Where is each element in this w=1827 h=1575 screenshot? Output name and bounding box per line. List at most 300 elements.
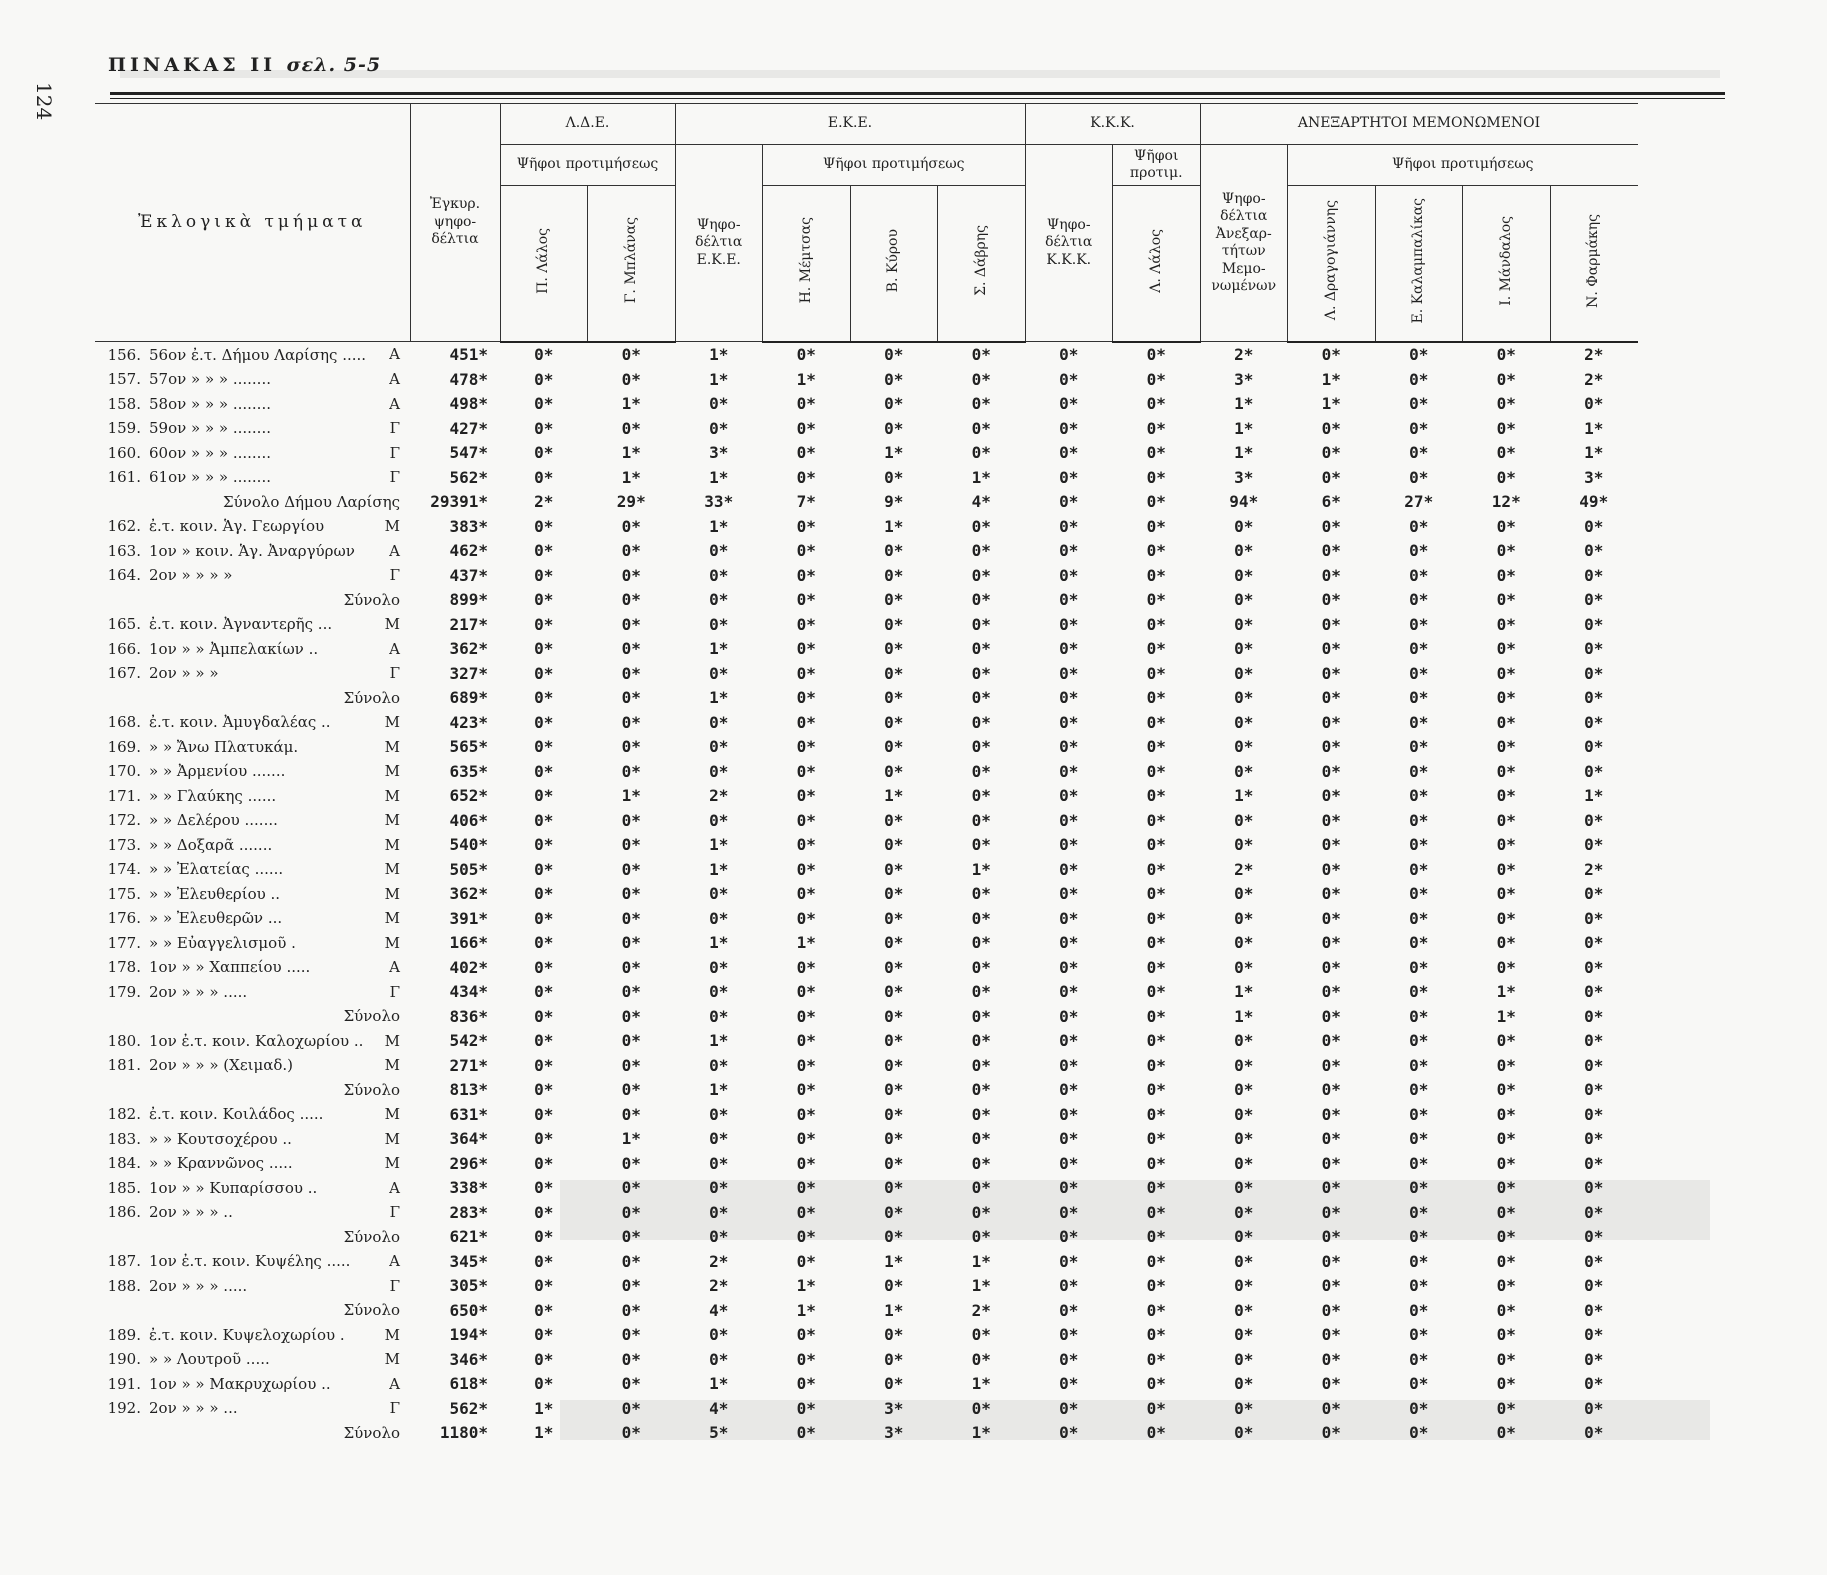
vote-cell: 0*: [621, 1325, 641, 1345]
valid-ballots-cell: 346*: [449, 1349, 488, 1369]
vote-cell: 0*: [796, 810, 816, 830]
vote-cell: 0*: [971, 1202, 991, 1222]
vote-cell: 0*: [1146, 1276, 1166, 1296]
vote-cell: 0*: [621, 1178, 641, 1198]
vote-cell: 0*: [796, 908, 816, 928]
valid-ballots-cell: 362*: [449, 639, 488, 659]
vote-cell: 0*: [884, 957, 904, 977]
vote-cell: 0*: [1234, 565, 1254, 585]
vote-cell: 0*: [1234, 1374, 1254, 1394]
vote-cell: 0*: [1584, 908, 1604, 928]
valid-ballots-cell: 689*: [449, 688, 488, 708]
vote-cell: 0*: [621, 712, 641, 732]
vote-cell: 49*: [1579, 492, 1609, 512]
section-number: 189.: [107, 1325, 141, 1344]
vote-cell: 0*: [971, 786, 991, 806]
vote-cell: 2*: [1234, 345, 1254, 364]
vote-cell: 0*: [884, 1276, 904, 1296]
vote-cell: 0*: [884, 541, 904, 561]
vote-cell: 1*: [796, 933, 816, 953]
vote-cell: 0*: [621, 1031, 641, 1051]
vote-cell: 0*: [534, 1104, 554, 1124]
valid-ballots-cell: 217*: [449, 614, 488, 634]
section-type: Γ: [389, 1276, 400, 1295]
vote-cell: 0*: [884, 810, 904, 830]
vote-cell: 0*: [1496, 541, 1516, 561]
vote-cell: 1*: [1234, 1006, 1254, 1026]
vote-cell: 0*: [534, 467, 554, 487]
vote-cell: 0*: [621, 1104, 641, 1124]
section-type: Α: [389, 639, 400, 658]
vote-cell: 0*: [1234, 1031, 1254, 1051]
table-row-subtotal: [95, 686, 1725, 711]
vote-cell: 0*: [534, 957, 554, 977]
vote-cell: 2*: [1584, 859, 1604, 879]
vote-cell: 0*: [1234, 1202, 1254, 1222]
vote-cell: 29*: [616, 492, 646, 512]
vote-cell: 0*: [534, 614, 554, 634]
vote-cell: 0*: [1146, 418, 1166, 438]
valid-ballots-cell: 505*: [449, 859, 488, 879]
vote-cell: 0*: [1496, 1202, 1516, 1222]
vote-cell: 0*: [1409, 1031, 1429, 1051]
vote-cell: 0*: [884, 1129, 904, 1149]
vote-cell: 0*: [1584, 516, 1604, 536]
vote-cell: 0*: [621, 1202, 641, 1222]
vote-cell: 0*: [1321, 1006, 1341, 1026]
vote-cell: 0*: [534, 516, 554, 536]
valid-ballots-cell: 635*: [449, 761, 488, 781]
table-row: [95, 857, 1725, 882]
vote-cell: 1*: [709, 516, 729, 536]
vote-cell: 0*: [534, 443, 554, 463]
eke-ballots-header: Ψηφο- δέλτια Ε.Κ.Ε.: [675, 145, 763, 342]
table-row: [95, 1274, 1725, 1299]
vote-cell: 0*: [884, 1153, 904, 1173]
vote-cell: 0*: [971, 1153, 991, 1173]
vote-cell: 1*: [1234, 418, 1254, 438]
vote-cell: 0*: [796, 712, 816, 732]
vote-cell: 0*: [796, 1251, 816, 1271]
section-label: [95, 1053, 410, 1078]
section-name: 57ον » » » ........: [149, 370, 271, 389]
vote-cell: 0*: [621, 418, 641, 438]
valid-ballots-cell: 562*: [449, 1398, 488, 1418]
vote-cell: 0*: [534, 369, 554, 389]
vote-cell: 0*: [1496, 565, 1516, 585]
table-row: [95, 612, 1725, 637]
section-number: 178.: [107, 958, 141, 977]
vote-cell: 0*: [1321, 1031, 1341, 1051]
vote-cell: 0*: [1059, 1349, 1079, 1369]
vote-cell: 0*: [1059, 1055, 1079, 1075]
section-name: 61ον » » » ........: [149, 468, 271, 487]
section-label: [95, 441, 410, 466]
vote-cell: 0*: [1321, 541, 1341, 561]
vote-cell: 1*: [709, 369, 729, 389]
section-number: 158.: [107, 394, 141, 413]
section-type: Μ: [384, 713, 400, 731]
section-label: [95, 612, 410, 637]
section-label: [95, 637, 410, 662]
vote-cell: 1*: [1321, 369, 1341, 389]
vote-cell: 0*: [796, 1227, 816, 1247]
vote-cell: 0*: [1321, 590, 1341, 610]
vote-cell: 0*: [1059, 516, 1079, 536]
vote-cell: 0*: [1146, 663, 1166, 683]
vote-cell: 0*: [1146, 1325, 1166, 1345]
vote-cell: 0*: [1146, 712, 1166, 732]
kkk-ballots-header: Ψηφο- δέλτια Κ.Κ.Κ.: [1025, 145, 1113, 342]
vote-cell: 2*: [1234, 859, 1254, 879]
vote-cell: 0*: [534, 884, 554, 904]
vote-cell: 0*: [534, 737, 554, 757]
table-row: [95, 1176, 1725, 1201]
vote-cell: 0*: [1321, 345, 1341, 365]
vote-cell: 1*: [709, 345, 729, 364]
valid-ballots-cell: 166*: [449, 933, 488, 953]
section-type: Μ: [384, 517, 400, 535]
section-type: Γ: [389, 566, 400, 584]
section-label: [95, 980, 410, 1005]
vote-cell: 0*: [709, 590, 729, 610]
vote-cell: 0*: [1321, 663, 1341, 683]
vote-cell: 0*: [1409, 933, 1429, 953]
vote-cell: 0*: [796, 737, 816, 757]
vote-cell: 0*: [1146, 1398, 1166, 1418]
section-type: Γ: [389, 1399, 400, 1417]
vote-cell: 0*: [1321, 884, 1341, 904]
vote-cell: 3*: [1234, 369, 1254, 389]
vote-cell: 0*: [1496, 810, 1516, 830]
vote-cell: 0*: [1409, 761, 1429, 781]
vote-cell: 0*: [1321, 737, 1341, 757]
vote-cell: 0*: [884, 1374, 904, 1394]
section-label: [95, 1029, 410, 1054]
table-row: [95, 1029, 1725, 1054]
subtotal-label: Σύνολο: [343, 1080, 400, 1099]
vote-cell: 2*: [971, 1300, 991, 1320]
vote-cell: 0*: [1146, 394, 1166, 414]
vote-cell: 0*: [1059, 541, 1079, 561]
vote-cell: 0*: [796, 541, 816, 561]
section-label: [95, 882, 410, 907]
vote-cell: 1*: [796, 369, 816, 389]
vote-cell: 0*: [1146, 761, 1166, 781]
vote-cell: 0*: [534, 541, 554, 561]
vote-cell: 0*: [1059, 639, 1079, 659]
vote-cell: 0*: [709, 1178, 729, 1198]
section-number: 182.: [107, 1105, 141, 1124]
vote-cell: 0*: [621, 1153, 641, 1173]
vote-cell: 0*: [621, 345, 641, 365]
vote-cell: 0*: [884, 835, 904, 855]
vote-cell: 0*: [1584, 394, 1604, 414]
table-row: [95, 416, 1725, 441]
section-number: 173.: [107, 835, 141, 854]
vote-cell: 2*: [709, 1251, 729, 1271]
cand-lde-2: Γ. Μπλάνας: [588, 186, 676, 342]
vote-cell: 0*: [884, 369, 904, 389]
vote-cell: 0*: [971, 418, 991, 438]
vote-cell: 0*: [1409, 639, 1429, 659]
vote-cell: 0*: [621, 516, 641, 536]
valid-ballots-cell: 391*: [449, 908, 488, 928]
section-number: 177.: [107, 933, 141, 952]
vote-cell: 0*: [971, 639, 991, 659]
section-type: Γ: [389, 1203, 400, 1221]
vote-cell: 0*: [1409, 369, 1429, 389]
table-row: [95, 1249, 1725, 1274]
vote-cell: 0*: [1146, 1251, 1166, 1271]
vote-cell: 0*: [796, 1325, 816, 1345]
vote-cell: 0*: [1409, 1398, 1429, 1418]
section-type: Γ: [389, 419, 400, 437]
section-type: Α: [389, 541, 400, 560]
vote-cell: 0*: [1496, 737, 1516, 757]
vote-cell: 1*: [971, 1251, 991, 1271]
vote-cell: 0*: [796, 614, 816, 634]
table-row: [95, 563, 1725, 588]
vote-cell: 0*: [796, 835, 816, 855]
vote-cell: 0*: [796, 1129, 816, 1149]
section-label: [95, 1421, 410, 1446]
vote-cell: 0*: [621, 1398, 641, 1418]
section-label: [95, 1347, 410, 1372]
vote-cell: 0*: [534, 810, 554, 830]
vote-cell: 0*: [971, 1129, 991, 1149]
valid-ballots-cell: 478*: [449, 369, 488, 389]
vote-cell: 0*: [621, 810, 641, 830]
vote-cell: 0*: [1234, 1153, 1254, 1173]
vote-cell: 0*: [971, 590, 991, 610]
table-row: [95, 882, 1725, 907]
subtotal-label: Σύνολο: [343, 590, 400, 609]
vote-cell: 0*: [1234, 835, 1254, 855]
vote-cell: 0*: [1496, 1055, 1516, 1075]
vote-cell: 0*: [884, 467, 904, 487]
section-name: » » Ἐλευθερῶν ...: [149, 909, 283, 928]
group-lde: Λ.Δ.Ε.: [500, 104, 675, 145]
vote-cell: 0*: [534, 394, 554, 414]
vote-cell: 0*: [709, 712, 729, 732]
section-type: Μ: [384, 615, 400, 633]
vote-cell: 1*: [1234, 982, 1254, 1002]
table-row: [95, 1127, 1725, 1152]
vote-cell: 0*: [1059, 1276, 1079, 1296]
indep-ballots-header: Ψηφο- δέλτια Ἀνεξαρ- τήτων Μεμο- νωμένων: [1200, 145, 1288, 342]
vote-cell: 0*: [621, 541, 641, 561]
vote-cell: 0*: [1584, 712, 1604, 732]
vote-cell: 0*: [534, 418, 554, 438]
section-name: 2ον » » » ...: [149, 1399, 238, 1418]
vote-cell: 4*: [709, 1398, 729, 1418]
valid-ballots-cell: 618*: [449, 1374, 488, 1394]
vote-cell: 0*: [534, 1178, 554, 1198]
vote-cell: 0*: [1584, 982, 1604, 1002]
vote-cell: 0*: [1234, 614, 1254, 634]
vote-cell: 0*: [884, 590, 904, 610]
vote-cell: 0*: [534, 761, 554, 781]
valid-ballots-cell: 305*: [449, 1276, 488, 1296]
vote-cell: 0*: [534, 1325, 554, 1345]
vote-cell: 0*: [1146, 688, 1166, 708]
vote-cell: 0*: [796, 1423, 816, 1443]
vote-cell: 0*: [1321, 761, 1341, 781]
vote-cell: 0*: [534, 1129, 554, 1149]
vote-cell: 0*: [1321, 1300, 1341, 1320]
vote-cell: 0*: [796, 884, 816, 904]
vote-cell: 1*: [709, 1080, 729, 1100]
vote-cell: 0*: [796, 1006, 816, 1026]
valid-ballots-cell: 406*: [449, 810, 488, 830]
section-name: 2ον » » » ..: [149, 1203, 233, 1222]
vote-cell: 0*: [1496, 1300, 1516, 1320]
vote-cell: 0*: [1409, 957, 1429, 977]
section-number: 159.: [107, 419, 141, 438]
vote-cell: 0*: [709, 957, 729, 977]
section-label: [95, 490, 410, 515]
section-label: [95, 710, 410, 735]
group-independents: ΑΝΕΞΑΡΤΗΤΟΙ ΜΕΜΟΝΩΜΕΝΟΙ: [1200, 104, 1638, 145]
vote-cell: 0*: [1584, 1104, 1604, 1124]
vote-cell: 0*: [1146, 1006, 1166, 1026]
vote-cell: 0*: [1234, 1276, 1254, 1296]
vote-cell: 0*: [1496, 1374, 1516, 1394]
section-name: 1ον » κοιν. Ἁγ. Ἀναργύρων: [149, 541, 355, 560]
section-number: 192.: [107, 1399, 141, 1418]
vote-cell: 0*: [1059, 786, 1079, 806]
vote-cell: 0*: [1409, 737, 1429, 757]
vote-cell: 0*: [1584, 1202, 1604, 1222]
valid-ballots-cell: 271*: [449, 1055, 488, 1075]
vote-cell: 0*: [709, 1325, 729, 1345]
vote-cell: 0*: [884, 565, 904, 585]
vote-cell: 1*: [709, 688, 729, 708]
vote-cell: 0*: [1321, 565, 1341, 585]
valid-ballots-cell: 631*: [449, 1104, 488, 1124]
vote-cell: 1*: [1496, 1006, 1516, 1026]
vote-cell: 1*: [621, 1129, 641, 1149]
section-type: Μ: [384, 762, 400, 780]
valid-ballots-cell: 364*: [449, 1129, 488, 1149]
valid-ballots-cell: 562*: [449, 467, 488, 487]
page-title: [108, 54, 381, 76]
section-name: 59ον » » » ........: [149, 419, 271, 438]
section-label: [95, 416, 410, 441]
vote-cell: 0*: [1059, 1080, 1079, 1100]
vote-cell: 0*: [1496, 908, 1516, 928]
results-body: [95, 342, 1725, 1446]
section-label: [95, 1127, 410, 1152]
section-number: 179.: [107, 982, 141, 1001]
section-number: 185.: [107, 1178, 141, 1197]
section-type: Μ: [384, 1129, 400, 1148]
section-name: » » Γλαύκης ......: [149, 786, 277, 805]
vote-cell: 0*: [709, 884, 729, 904]
vote-cell: 0*: [1146, 614, 1166, 634]
vote-cell: 0*: [1584, 663, 1604, 683]
vote-cell: 0*: [1321, 933, 1341, 953]
vote-cell: 1*: [1321, 394, 1341, 414]
vote-cell: 0*: [1496, 516, 1516, 536]
vote-cell: 0*: [621, 1423, 641, 1443]
section-number: 162.: [107, 517, 141, 536]
vote-cell: 0*: [709, 394, 729, 414]
vote-cell: 0*: [1059, 1325, 1079, 1345]
table-row-subtotal: [95, 1004, 1725, 1029]
vote-cell: 0*: [1059, 1104, 1079, 1124]
valid-ballots-cell: 836*: [449, 1006, 488, 1026]
vote-cell: 0*: [709, 761, 729, 781]
table-row: [95, 441, 1725, 466]
top-rule-thin: [110, 98, 1725, 99]
vote-cell: 0*: [1234, 1129, 1254, 1149]
section-number: 188.: [107, 1276, 141, 1295]
section-number: 180.: [107, 1031, 141, 1050]
vote-cell: 0*: [971, 394, 991, 414]
vote-cell: 0*: [1409, 1423, 1429, 1443]
vote-cell: 0*: [621, 1080, 641, 1100]
vote-cell: 0*: [1059, 1300, 1079, 1320]
cand-eke-1: Η. Μέμτσας: [763, 186, 851, 342]
valid-ballots-cell: 345*: [449, 1251, 488, 1271]
vote-cell: 33*: [704, 492, 734, 512]
vote-cell: 0*: [1409, 884, 1429, 904]
vote-cell: 0*: [1584, 957, 1604, 977]
vote-cell: 0*: [1059, 884, 1079, 904]
vote-cell: 0*: [884, 1202, 904, 1222]
vote-cell: 0*: [1146, 859, 1166, 879]
vote-cell: 0*: [1584, 1153, 1604, 1173]
valid-ballots-cell: 327*: [449, 663, 488, 683]
vote-cell: 0*: [1321, 688, 1341, 708]
vote-cell: 0*: [1059, 1031, 1079, 1051]
vote-cell: 0*: [1496, 884, 1516, 904]
vote-cell: 0*: [1234, 516, 1254, 536]
section-label: [95, 342, 410, 368]
table-row: [95, 539, 1725, 564]
cand-kkk-1: Λ. Λάλος: [1113, 186, 1201, 342]
section-label: [95, 1078, 410, 1103]
vote-cell: 1*: [621, 394, 641, 414]
vote-cell: 0*: [621, 859, 641, 879]
vote-cell: 0*: [534, 1153, 554, 1173]
vote-cell: 0*: [621, 1227, 641, 1247]
vote-cell: 1*: [621, 443, 641, 463]
valid-ballots-header: Ἐγκυρ. ψηφο- δέλτια: [410, 104, 500, 342]
vote-cell: 0*: [1146, 737, 1166, 757]
vote-cell: 0*: [1146, 443, 1166, 463]
vote-cell: 1*: [884, 516, 904, 536]
vote-cell: 0*: [1146, 1423, 1166, 1443]
vote-cell: 0*: [709, 1055, 729, 1075]
vote-cell: 0*: [1409, 614, 1429, 634]
vote-cell: 0*: [971, 614, 991, 634]
section-number: 161.: [107, 468, 141, 487]
vote-cell: 0*: [621, 1251, 641, 1271]
results-table: [95, 103, 1725, 1445]
vote-cell: 0*: [1584, 688, 1604, 708]
vote-cell: 0*: [1059, 614, 1079, 634]
vote-cell: 0*: [1409, 1006, 1429, 1026]
vote-cell: 0*: [796, 516, 816, 536]
vote-cell: 0*: [1409, 565, 1429, 585]
vote-cell: 0*: [621, 982, 641, 1002]
vote-cell: 0*: [1321, 1202, 1341, 1222]
vote-cell: 1*: [884, 1251, 904, 1271]
vote-cell: 0*: [534, 982, 554, 1002]
